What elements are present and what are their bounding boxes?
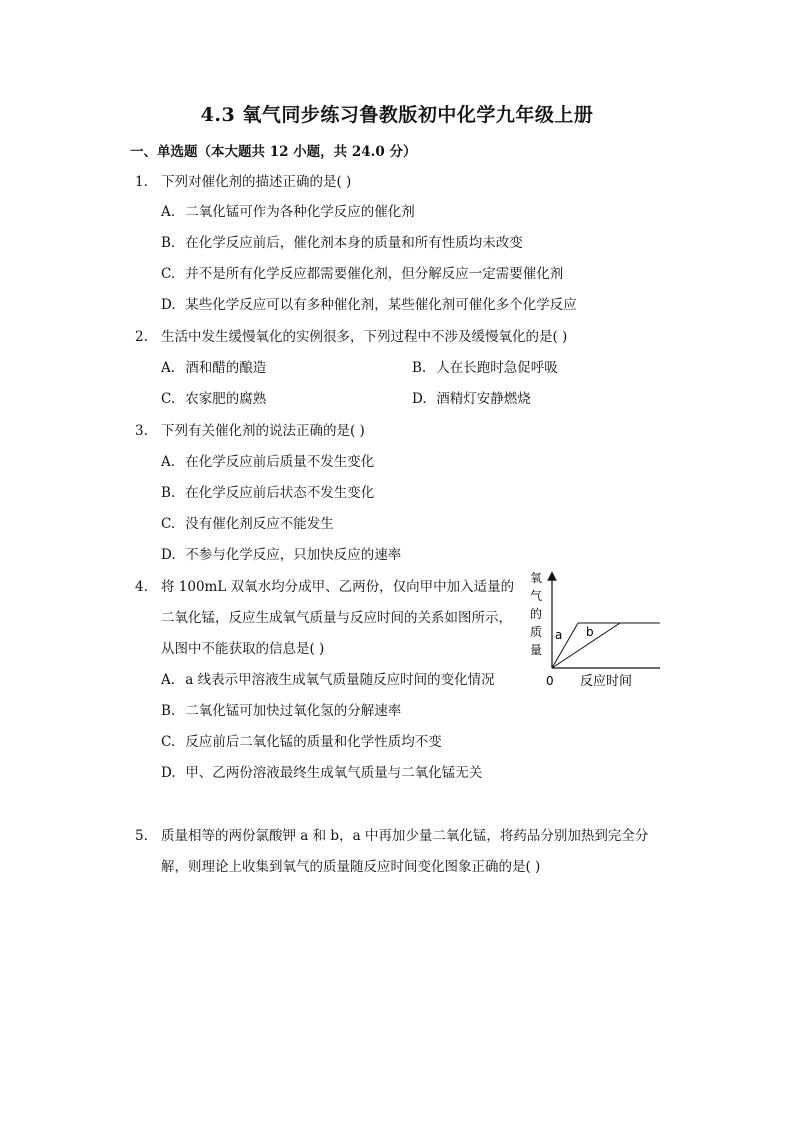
option-text: 没有催化剂反应不能发生 [185,516,334,532]
option-label: A. [161,360,176,376]
question-1-option-b[interactable] [161,234,523,252]
question-4-stem-line-1: 将 100mL 双氧水均分成甲、乙两份，仅向甲中加入适量的 [161,579,515,595]
question-1-stem: 下列对催化剂的描述正确的是( ) [161,174,352,190]
option-text: 二氧化锰可加快过氧化氢的分解速率 [185,703,402,719]
y-label-char-3: 的 [530,607,543,621]
option-text: 在化学反应前后质量不发生变化 [185,454,375,470]
option-text: 反应前后二氧化锰的质量和化学性质均不变 [185,734,442,750]
question-4-stem-line-3: 从图中不能获取的信息是( ) [161,641,325,657]
option-text: 不参与化学反应，只加快反应的速率 [185,547,402,563]
question-5-stem-line-2: 解，则理论上收集到氧气的质量随反应时间变化图象正确的是( ) [161,859,541,875]
x-axis-label: 反应时间 [580,674,633,689]
question-5-stem-line-1: 质量相等的两份氯酸钾 a 和 b，a 中再加少量二氧化锰，将药品分别加热到完全分 [161,828,649,844]
option-text: 酒和醋的酿造 [185,360,267,376]
option-text: 酒精灯安静燃烧 [436,391,531,407]
question-2-stem: 生活中发生缓慢氧化的实例很多，下列过程中不涉及缓慢氧化的是( ) [161,329,568,345]
question-3-number: 3. [135,423,148,439]
option-label: A. [161,454,176,470]
question-4-number: 4. [135,579,148,595]
question-4-option-a[interactable] [161,671,495,689]
question-3-option-c[interactable] [161,515,334,533]
question-4-graph [520,568,665,693]
option-label: B. [412,360,427,376]
option-text: 某些化学反应可以有多种催化剂，某些催化剂可催化多个化学反应 [185,297,577,313]
option-label: A. [161,204,176,220]
option-text: 并不是所有化学反应都需要催化剂，但分解反应一定需要催化剂 [185,266,564,282]
option-text: 在化学反应前后，催化剂本身的质量和所有性质均未改变 [185,235,523,251]
question-2-option-b[interactable] [412,359,558,377]
question-3-stem: 下列有关催化剂的说法正确的是( ) [161,423,365,439]
option-label: A. [161,672,176,688]
question-3-option-a[interactable] [161,453,374,471]
section-heading: 一、单选题（本大题共 12 小题，共 24.0 分） [130,144,417,160]
y-label-char-2: 气 [530,589,543,603]
option-label: B. [161,485,176,501]
option-text: 人在长跑时急促呼吸 [436,360,558,376]
question-2-option-a[interactable] [161,359,266,377]
question-4-option-c[interactable] [161,733,442,751]
option-text: 二氧化锰可作为各种化学反应的催化剂 [185,204,415,220]
question-4-stem-line-2: 二氧化锰，反应生成氧气质量与反应时间的关系如图所示， [161,610,512,626]
y-label-char-5: 量 [530,643,543,657]
question-3-option-d[interactable] [161,546,401,564]
question-5-number: 5. [135,828,148,844]
option-label: C. [161,516,176,532]
curve-a-label: a [555,628,563,642]
option-text: 在化学反应前后状态不发生变化 [185,485,375,501]
question-2-option-d[interactable] [412,390,531,408]
question-1-option-d[interactable] [161,296,577,314]
page-title: 4.3 氧气同步练习鲁教版初中化学九年级上册 [200,104,594,126]
option-label: C. [161,391,176,407]
origin-label: 0 [546,674,554,688]
option-label: D. [161,765,176,781]
y-label-char-4: 质 [530,625,543,639]
option-text: 农家肥的腐熟 [185,391,267,407]
option-label: B. [161,703,176,719]
option-label: C. [161,734,176,750]
question-1-number: 1. [135,174,148,190]
question-3-option-b[interactable] [161,484,374,502]
question-4-option-d[interactable] [161,764,482,782]
curve-b-label: b [586,625,594,639]
option-label: D. [161,547,176,563]
option-label: D. [412,391,427,407]
y-label-char-1: 氧 [530,571,543,585]
question-2-number: 2. [135,329,148,345]
option-label: C. [161,266,176,282]
question-1-option-a[interactable] [161,203,415,221]
question-1-option-c[interactable] [161,265,563,283]
question-2-option-c[interactable] [161,390,266,408]
option-label: D. [161,297,176,313]
question-4-option-b[interactable] [161,702,401,720]
option-text: 甲、乙两份溶液最终生成氧气质量与二氧化锰无关 [185,765,483,781]
option-text: a 线表示甲溶液生成氧气质量随反应时间的变化情况 [185,672,495,688]
option-label: B. [161,235,176,251]
